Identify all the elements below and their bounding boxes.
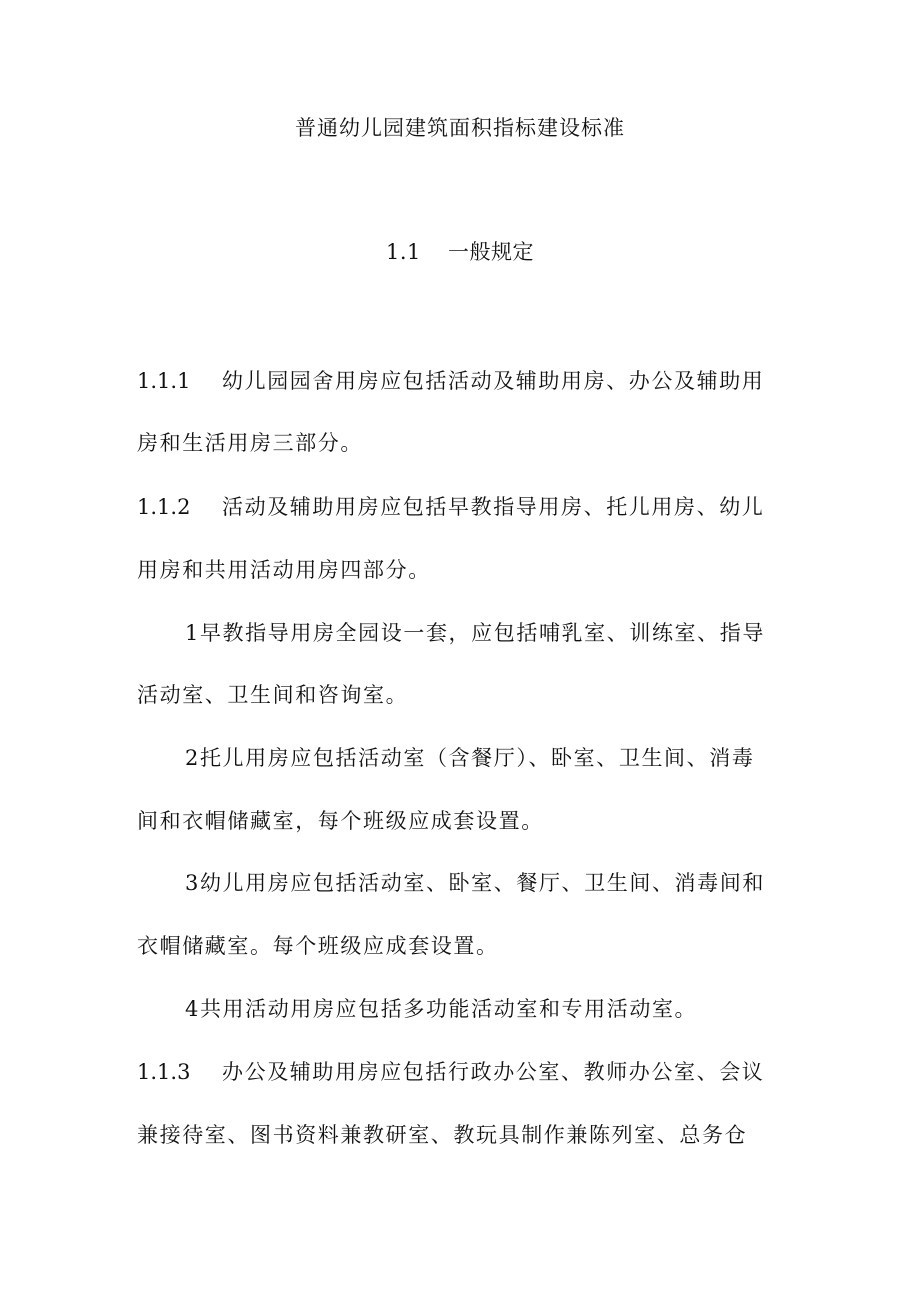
clause-text-line: 办公及辅助用房应包括行政办公室、教师办公室、会议 [222, 1060, 765, 1084]
list-item: 1早教指导用房全园设一套，应包括哺乳室、训练室、指导 [185, 621, 765, 645]
clause-number: 1.1.3 [137, 1060, 191, 1084]
list-item-continuation: 间和衣帽储藏室，每个班级应成套设置。 [137, 809, 544, 833]
clause-number: 1.1.2 [137, 495, 191, 519]
list-item: 2托儿用房应包括活动室（含餐厅）、卧室、卫生间、消毒 [185, 746, 755, 770]
clause-continuation: 房和生活用房三部分。 [137, 431, 363, 455]
list-item-continuation: 活动室、卫生间和咨询室。 [137, 683, 409, 707]
clause-text-line: 幼儿园园舍用房应包括活动及辅助用房、办公及辅助用 [222, 369, 765, 393]
clause-continuation: 用房和共用活动用房四部分。 [137, 558, 431, 582]
document-title: 普通幼儿园建筑面积指标建设标准 [295, 116, 625, 140]
clause-text-line: 活动及辅助用房应包括早教指导用房、托儿用房、幼儿 [222, 495, 765, 519]
clause-continuation: 兼接待室、图书资料兼教研室、教玩具制作兼陈列室、总务仓 [137, 1123, 748, 1147]
list-item: 3幼儿用房应包括活动室、卧室、餐厅、卫生间、消毒间和 [185, 871, 765, 895]
clause-number: 1.1.1 [137, 369, 191, 393]
list-item-continuation: 衣帽储藏室。每个班级应成套设置。 [137, 934, 499, 958]
list-item: 4共用活动用房应包括多功能活动室和专用活动室。 [185, 997, 698, 1021]
section-number: 1.1 [386, 240, 421, 264]
section-heading [0, 237, 920, 267]
section-title: 一般规定 [448, 240, 534, 264]
